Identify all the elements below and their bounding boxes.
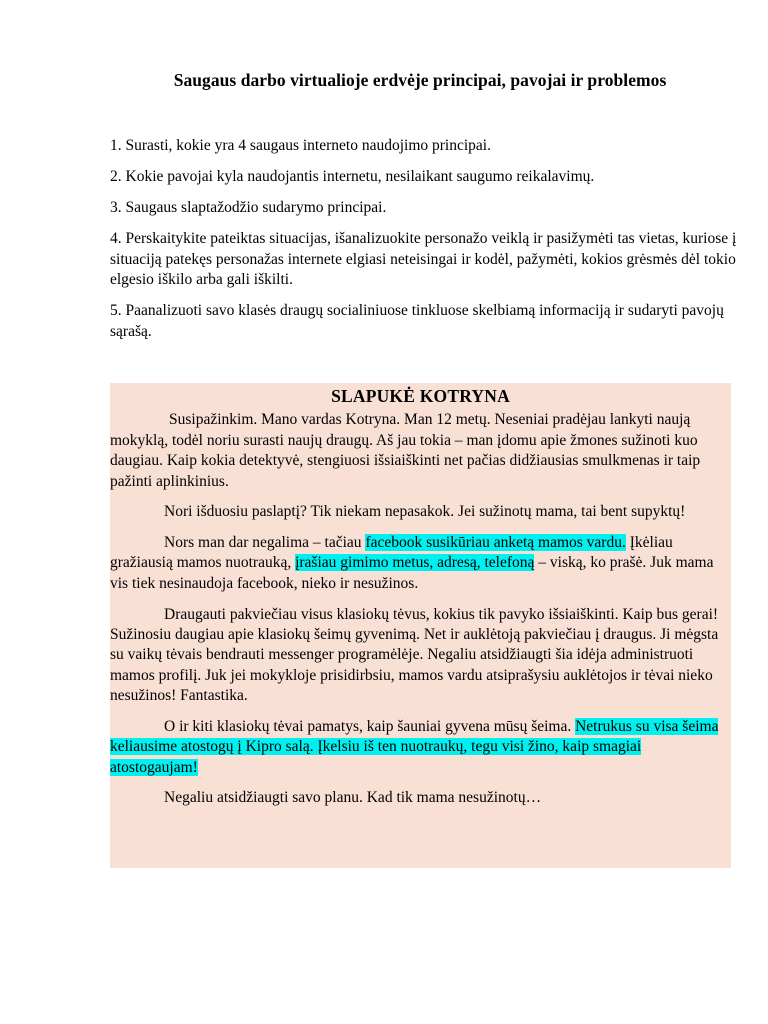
highlighted-text: įrašiau gimimo metus, adresą, telefoną [295, 554, 535, 572]
story-box [110, 383, 731, 868]
story-paragraph: Nori išduosiu paslaptį? Tik niekam nepasakok. Jei sužinotų mama, tai bent supyktų! [164, 503, 686, 521]
task-item: 4. Perskaitykite pateiktas situacijas, išanalizuokite personažo veiklą ir pasižymėti tas vietas, kuriose į situaciją patekęs personažas internete elgiasi neteisingai ir kodėl, pažymėti, kokios grėsmės dėl tokio elgesio iškilo arba gali iškilti. [110, 230, 737, 288]
task-item: 3. Saugaus slaptažodžio sudarymo principai. [110, 199, 387, 216]
text-run: Įkėliau gražiausią mamos nuotrauką, [110, 534, 673, 572]
story-paragraph [110, 717, 731, 778]
story-title: SLAPUKĖ KOTRYNA [331, 386, 510, 406]
task-item: 5. Paanalizuoti savo klasės draugų socialiniuose tinkluose skelbiamą informaciją ir sudaryti pavojų sąrašą. [110, 302, 724, 340]
story-paragraph [110, 533, 731, 594]
task-item: 1. Surasti, kokie yra 4 saugaus interneto naudojimo principai. [110, 137, 491, 154]
story-paragraph: Negaliu atsidžiaugti savo planu. Kad tik mama nesužinotų… [164, 789, 542, 807]
task-item: 2. Kokie pavojai kyla naudojantis internetu, nesilaikant saugumo reikalavimų. [110, 168, 595, 185]
page-title: Saugaus darbo virtualioje erdvėje principai, pavojai ir problemos [173, 70, 667, 90]
text-run: Nors man dar negalima – tačiau [164, 534, 366, 552]
text-run: – viską, ko prašė. Juk mama vis tiek nesinaudoja facebook, nieko ir nesužinos. [110, 554, 714, 592]
story-paragraph: Susipažinkim. Mano vardas Kotryna. Man 12 metų. Neseniai pradėjau lankyti naują mokyklą, todėl noriu surasti naujų draugų. Aš jau tokia – man įdomu apie žmones sužinoti kuo daugiau. Kaip kokia detektyvė, stengiuosi išsiaiškinti net pačias didžiausias smulkmenas ir taip pažinti aplinkinius. [110, 411, 701, 490]
highlighted-text: Netrukus su visa šeima keliausime atostogų į Kipro salą. Įkelsiu iš ten nuotraukų, tegu visi žino, kaip smagiai atostogaujam! [110, 717, 719, 776]
highlighted-text: facebook susikūriau anketą mamos vardu. [365, 534, 626, 552]
text-run: O ir kiti klasiokų tėvai pamatys, kaip šauniai gyvena mūsų šeima. [164, 717, 576, 735]
task-list [110, 136, 740, 353]
story-paragraph: Draugauti pakviečiau visus klasiokų tėvus, kokius tik pavyko išsiaiškinti. Kaip bus gerai! Sužinosiu daugiau apie klasiokų šeimų gyvenimą. Net ir auklėtoją pakviečiau į draugus. Ji mėgsta su vaikų tėvais bendrauti messenger programėlėje. Negaliu atsidžiaugti šia idėja administruoti mamos profilį. Juk jei mokykloje prisidirbsiu, mamos vardu atsiprašysiu auklėtojos ir tėvai nieko nesužinos! Fantastika. [110, 605, 719, 705]
